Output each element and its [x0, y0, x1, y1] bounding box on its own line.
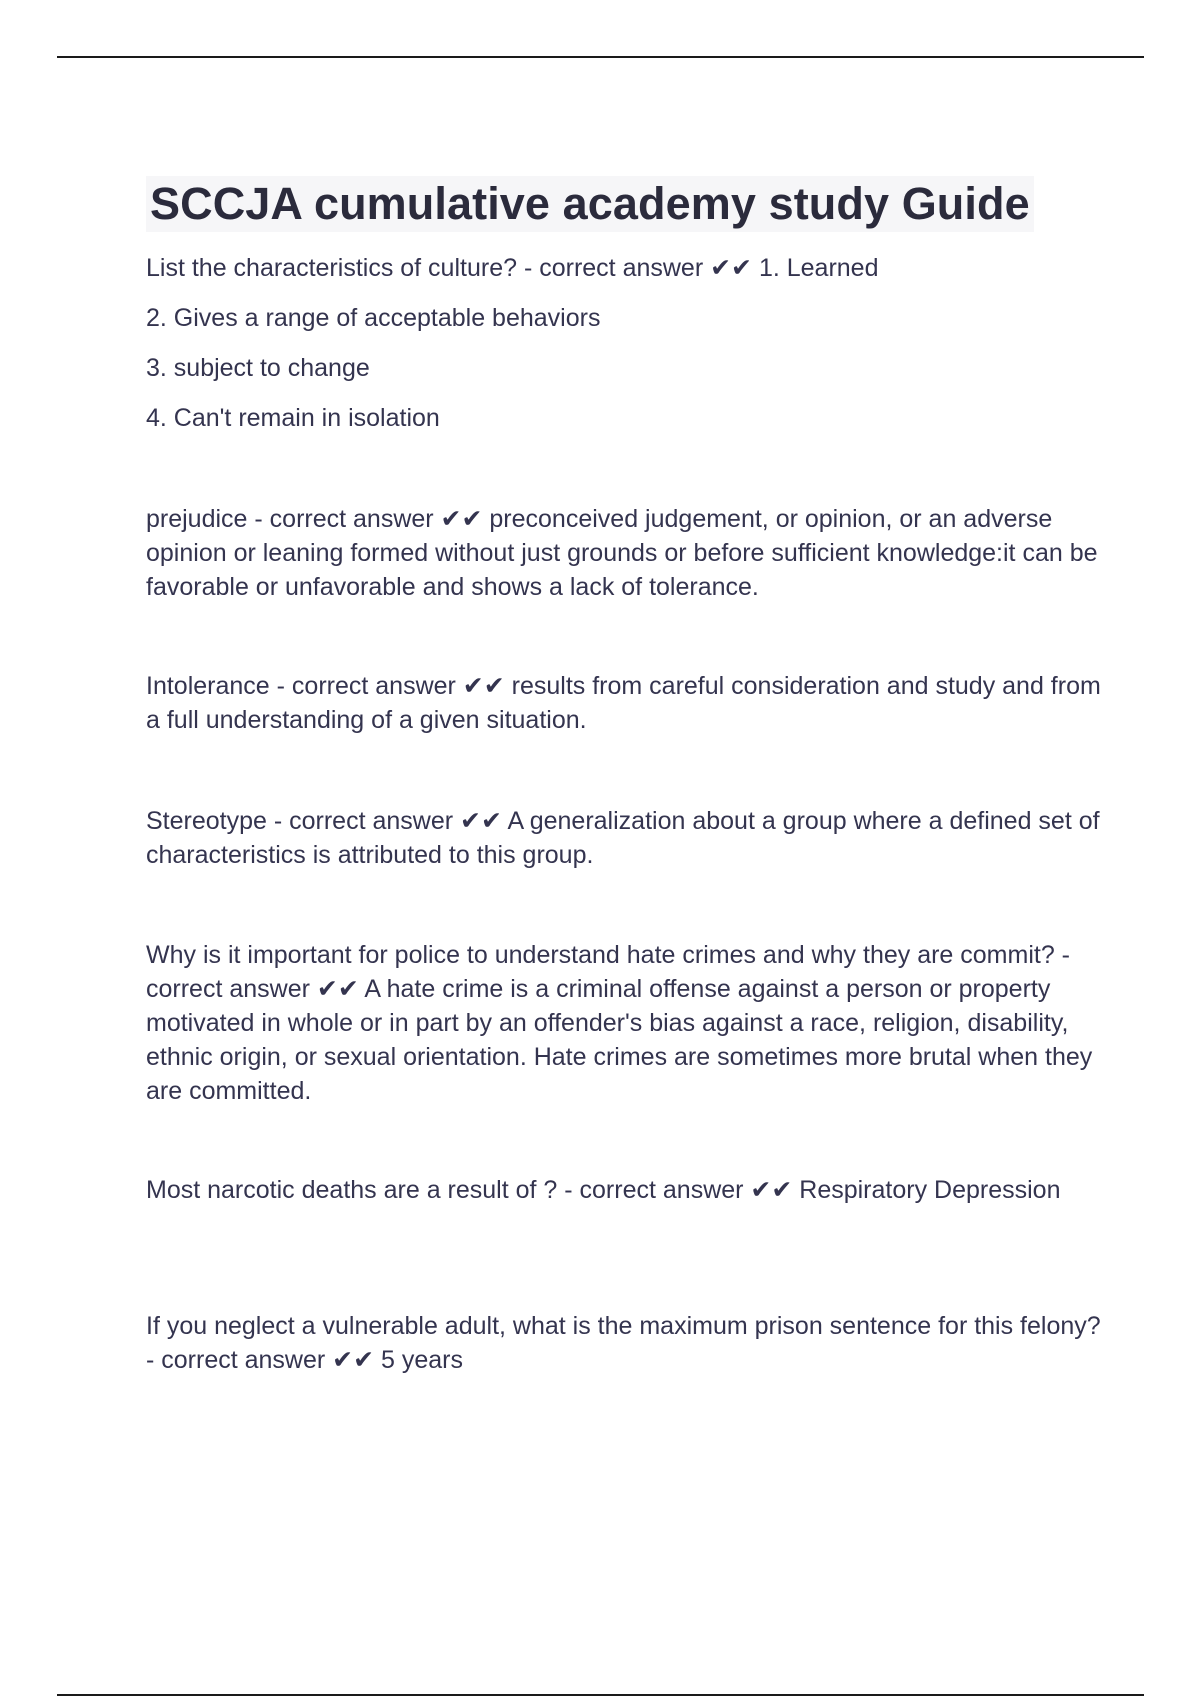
qa-item-vulnerable-adult	[146, 1309, 1101, 1377]
qa-text: Intolerance - correct answer ✔✔ results from careful consideration and study and from a full understanding of a given situation.	[146, 672, 1101, 734]
qa-item-culture: List the characteristics of culture? - correct answer ✔✔ 1. Learned	[146, 254, 879, 282]
qa-text: Stereotype - correct answer ✔✔ A generalization about a group where a defined set of characteristics is attributed to this group.	[146, 807, 1100, 869]
qa-item-intolerance	[146, 669, 1101, 737]
qa-item-prejudice	[146, 502, 1101, 604]
qa-item-culture-line-4: 4. Can't remain in isolation	[146, 404, 440, 432]
qa-item-narcotic-deaths	[146, 1173, 1101, 1207]
qa-text: If you neglect a vulnerable adult, what is the maximum prison sentence for this felony? - correct answer ✔✔ 5 years	[146, 1312, 1101, 1374]
header-rule	[57, 56, 1144, 58]
qa-text: prejudice - correct answer ✔✔ preconceived judgement, or opinion, or an adverse opinion or leaning formed without just grounds or before sufficient knowledge:it can be favorable or unfavorable and shows a lack of tolerance.	[146, 505, 1098, 601]
qa-text: Most narcotic deaths are a result of ? - correct answer ✔✔ Respiratory Depression	[146, 1176, 1061, 1204]
qa-text: Why is it important for police to understand hate crimes and why they are commit? - correct answer ✔✔ A hate crime is a criminal offense against a person or property motivated in whole or in part by an offender's bias against a race, religion, disability, ethnic origin, or sexual orientation. Hate crimes are sometimes more brutal when they are committed.	[146, 941, 1093, 1105]
qa-item-stereotype	[146, 804, 1101, 872]
footer-rule	[57, 1694, 1144, 1696]
page-title: SCCJA cumulative academy study Guide	[146, 176, 1034, 232]
qa-item-culture-line-3: 3. subject to change	[146, 354, 370, 382]
qa-item-culture-line-2: 2. Gives a range of acceptable behaviors	[146, 304, 601, 332]
qa-item-hate-crimes	[146, 938, 1101, 1108]
